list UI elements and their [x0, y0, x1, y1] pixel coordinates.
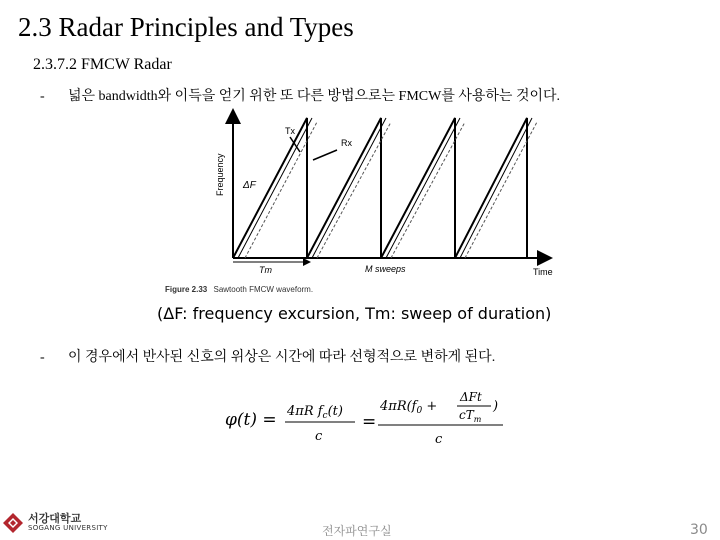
fmcw-figure [157, 110, 565, 330]
eq-inner-den: $cT_m$ [459, 408, 482, 424]
tx-sawtooth [233, 118, 527, 258]
m-sweeps-label: M sweeps [365, 264, 406, 274]
eq-frac2-num: $4\pi R(f_0$ + [380, 399, 438, 416]
eq-inner-num: ΔFt [460, 390, 482, 404]
eq-frac1-den: c [315, 429, 323, 444]
page-number: 30 [690, 522, 708, 538]
eq-frac1-num: 4πR $f_c(t)$ [287, 404, 343, 421]
caption-text: Sawtooth FMCW waveform. [213, 285, 314, 294]
bullet-1 [40, 85, 560, 105]
section-subtitle: 2.3.7.2 FMCW Radar [33, 56, 172, 73]
slide-title: 2.3 Radar Principles and Types [18, 12, 354, 42]
university-name-ko: 서강대학교 [28, 512, 82, 526]
phase-equation [225, 385, 505, 450]
bullet-2 [40, 346, 495, 366]
eq-frac2-den: c [435, 432, 443, 447]
eq-equals: = [362, 412, 377, 432]
bullet-marker: - [40, 350, 45, 365]
y-axis-label: Frequency [215, 153, 225, 196]
bullet-marker: - [40, 89, 45, 104]
caption-number: Figure 2.33 [165, 285, 208, 294]
figure-legend: (ΔF: frequency excursion, Tm: sweep of duration) [157, 304, 552, 323]
svg-text:): ) [493, 399, 499, 414]
eq-phi: φ(t) = [225, 410, 277, 430]
logo-emblem-icon [2, 512, 24, 534]
lab-name: 전자파연구실 [322, 524, 392, 538]
figure-caption [165, 285, 313, 294]
x-axis-label: Time [533, 267, 553, 277]
delta-f-label: ΔF [243, 180, 256, 191]
tm-label: Tm [259, 265, 272, 275]
university-logo [2, 512, 108, 534]
university-name-en: SOGANG UNIVERSITY [28, 524, 108, 533]
bullet-text: 이 경우에서 반사된 신호의 위상은 시간에 따라 선형적으로 변하게 된다. [68, 350, 496, 365]
rx-label: Rx [341, 138, 352, 148]
bullet-text: 넓은 bandwidth와 이득을 얻기 위한 또 다른 방법으로는 FMCW를 사용하는 것이다. [68, 89, 561, 104]
tx-label: Tx [285, 126, 295, 136]
